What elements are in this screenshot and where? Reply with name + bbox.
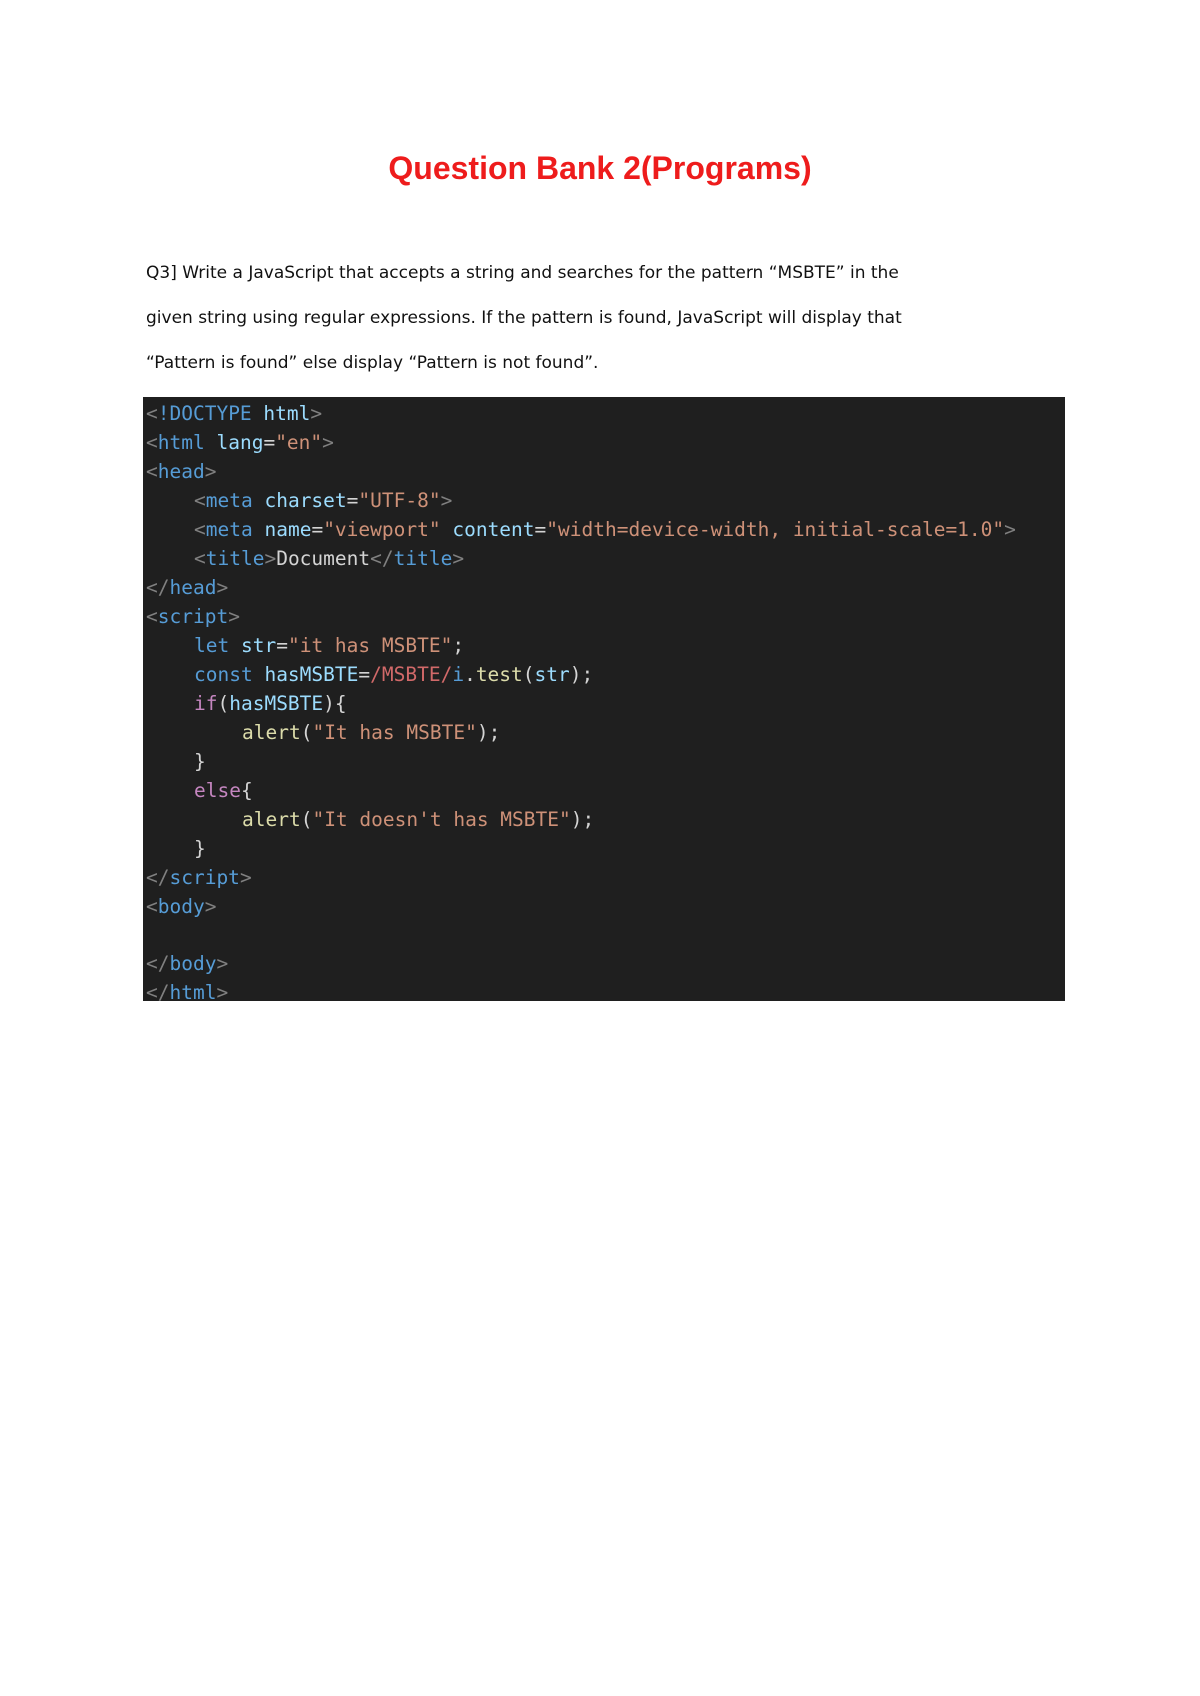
code-token: > xyxy=(322,431,334,454)
code-token: > xyxy=(216,576,229,599)
code-token xyxy=(253,489,265,512)
code-line xyxy=(146,399,1065,428)
code-token: = xyxy=(263,431,276,454)
code-token: "It has MSBTE" xyxy=(312,721,477,744)
code-token: name xyxy=(264,518,312,541)
code-token: </ xyxy=(370,547,394,570)
code-line xyxy=(146,718,1065,747)
question-text xyxy=(146,258,1066,393)
code-line xyxy=(146,747,1065,776)
code-token: </ xyxy=(146,576,170,599)
code-line xyxy=(146,892,1065,921)
code-token: lang xyxy=(216,431,264,454)
code-token: = xyxy=(358,663,371,686)
code-token: str xyxy=(534,663,570,686)
code-line xyxy=(146,949,1065,978)
question-line: Q3] Write a JavaScript that accepts a string and searches for the pattern “MSBTE” in the xyxy=(146,263,899,283)
code-token: > xyxy=(216,952,229,975)
code-token: } xyxy=(194,750,206,773)
code-token: "width=device-width, initial-scale=1.0" xyxy=(546,518,1005,541)
code-line xyxy=(146,776,1065,805)
code-token: = xyxy=(346,489,359,512)
code-line xyxy=(146,573,1065,602)
code-token: ( xyxy=(522,663,535,686)
code-line xyxy=(146,428,1065,457)
code-token: title xyxy=(205,547,265,570)
code-token: < xyxy=(146,402,158,425)
code-line xyxy=(146,602,1065,631)
code-token: const xyxy=(194,663,253,686)
code-token: = xyxy=(311,518,324,541)
code-token: ); xyxy=(570,808,595,831)
code-line xyxy=(146,486,1065,515)
code-token: "viewport" xyxy=(323,518,441,541)
code-token: html xyxy=(263,402,311,425)
code-token: < xyxy=(194,518,206,541)
code-token: /MSBTE/ xyxy=(370,663,453,686)
code-token: > xyxy=(239,866,252,889)
question-line: “Pattern is found” else display “Pattern is not found”. xyxy=(146,353,599,373)
code-token: ; xyxy=(452,634,465,657)
code-token: = xyxy=(534,518,547,541)
code-token: meta xyxy=(205,518,253,541)
code-token: body xyxy=(169,952,217,975)
code-token: hasMSBTE xyxy=(229,692,324,715)
code-token: > xyxy=(228,605,240,628)
code-token: charset xyxy=(264,489,347,512)
code-token: > xyxy=(440,489,453,512)
code-token: script xyxy=(157,605,229,628)
code-token xyxy=(229,634,241,657)
code-token: else xyxy=(194,779,241,802)
code-token: script xyxy=(169,866,240,889)
code-token: ); xyxy=(569,663,594,686)
code-line xyxy=(146,660,1065,689)
code-token: < xyxy=(146,895,158,918)
code-token: ){ xyxy=(323,692,347,715)
code-token: ( xyxy=(300,808,313,831)
code-token: > xyxy=(216,981,229,1004)
code-token xyxy=(253,518,265,541)
code-line xyxy=(146,863,1065,892)
code-token: } xyxy=(194,837,206,860)
code-token: > xyxy=(1004,518,1016,541)
code-token: "UTF-8" xyxy=(358,489,441,512)
code-line xyxy=(146,805,1065,834)
code-token: html xyxy=(169,981,217,1004)
code-token: ( xyxy=(300,721,313,744)
code-token: body xyxy=(157,895,205,918)
code-token: i xyxy=(452,663,465,686)
code-token: head xyxy=(157,460,205,483)
code-token: ); xyxy=(476,721,501,744)
code-token: > xyxy=(264,547,277,570)
code-line xyxy=(146,631,1065,660)
code-token: let xyxy=(194,634,230,657)
code-token: hasMSBTE xyxy=(264,663,359,686)
code-token: < xyxy=(146,431,158,454)
code-token: </ xyxy=(146,981,170,1004)
code-line-blank xyxy=(146,921,1065,949)
code-line xyxy=(146,515,1065,544)
code-token: . xyxy=(464,663,476,686)
code-token: ( xyxy=(217,692,230,715)
code-token: alert xyxy=(242,808,301,831)
code-token: < xyxy=(146,605,158,628)
code-token: > xyxy=(452,547,465,570)
code-token: < xyxy=(194,489,206,512)
code-token: title xyxy=(393,547,453,570)
document-title: Question Bank 2(Programs) xyxy=(388,150,812,186)
code-token xyxy=(205,431,217,454)
code-line xyxy=(146,978,1065,1007)
code-line xyxy=(146,457,1065,486)
code-token: head xyxy=(169,576,217,599)
question-line: given string using regular expressions. If the pattern is found, JavaScript will display that xyxy=(146,308,902,328)
code-token: { xyxy=(240,779,253,802)
code-token xyxy=(252,402,264,425)
code-token: </ xyxy=(146,866,170,889)
code-token: html xyxy=(157,431,205,454)
code-token: </ xyxy=(146,952,170,975)
code-token: "en" xyxy=(275,431,323,454)
code-token: content xyxy=(452,518,535,541)
code-token: "It doesn't has MSBTE" xyxy=(312,808,571,831)
code-token xyxy=(441,518,453,541)
code-token: > xyxy=(204,895,217,918)
code-block xyxy=(143,397,1065,1004)
code-token: !DOCTYPE xyxy=(157,402,252,425)
code-token: "it has MSBTE" xyxy=(287,634,453,657)
code-line xyxy=(146,834,1065,863)
code-token xyxy=(253,663,265,686)
code-token: if xyxy=(194,692,218,715)
code-token: > xyxy=(204,460,217,483)
code-line xyxy=(146,689,1065,718)
code-line xyxy=(146,544,1065,573)
code-token: Document xyxy=(276,547,371,570)
code-token: < xyxy=(194,547,206,570)
code-token: = xyxy=(276,634,288,657)
code-token: meta xyxy=(205,489,253,512)
code-token: test xyxy=(475,663,523,686)
code-token: str xyxy=(240,634,277,657)
code-token: alert xyxy=(242,721,301,744)
code-token: > xyxy=(310,402,323,425)
code-token: < xyxy=(146,460,158,483)
